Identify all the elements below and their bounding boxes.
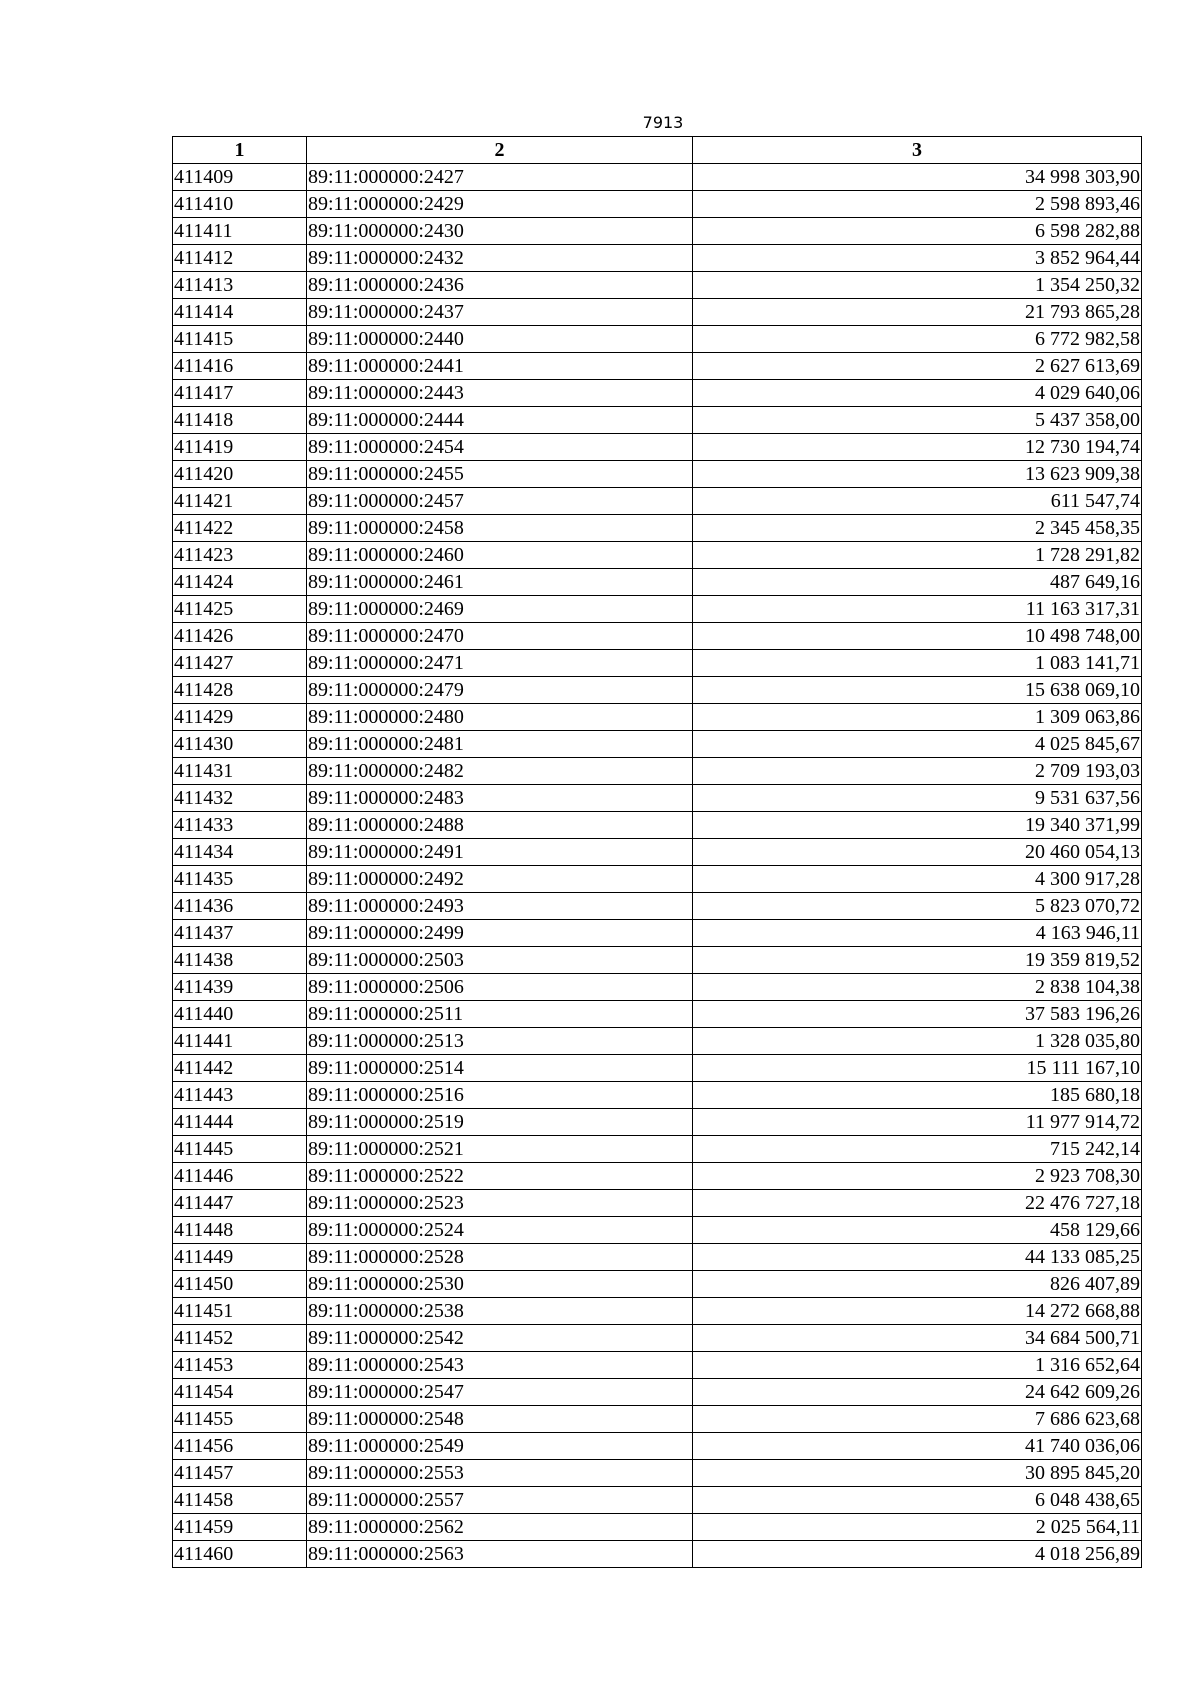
- row-number-cell: 411413: [173, 272, 307, 299]
- cadastral-number-cell: 89:11:000000:2471: [307, 650, 693, 677]
- row-number-cell: 411443: [173, 1082, 307, 1109]
- row-number-cell: 411446: [173, 1163, 307, 1190]
- row-number-cell: 411414: [173, 299, 307, 326]
- row-number-cell: 411460: [173, 1541, 307, 1568]
- value-cell: 1 316 652,64: [693, 1352, 1142, 1379]
- cadastral-number-cell: 89:11:000000:2460: [307, 542, 693, 569]
- row-number-cell: 411439: [173, 974, 307, 1001]
- value-cell: 14 272 668,88: [693, 1298, 1142, 1325]
- cadastral-number-cell: 89:11:000000:2440: [307, 326, 693, 353]
- cadastral-number-cell: 89:11:000000:2441: [307, 353, 693, 380]
- cadastral-number-cell: 89:11:000000:2492: [307, 866, 693, 893]
- cadastral-number-cell: 89:11:000000:2493: [307, 893, 693, 920]
- row-number-cell: 411417: [173, 380, 307, 407]
- value-cell: 2 598 893,46: [693, 191, 1142, 218]
- value-cell: 2 025 564,11: [693, 1514, 1142, 1541]
- table-row: [173, 1541, 1142, 1568]
- value-cell: 4 025 845,67: [693, 731, 1142, 758]
- value-cell: 4 163 946,11: [693, 920, 1142, 947]
- value-cell: 41 740 036,06: [693, 1433, 1142, 1460]
- value-cell: 12 730 194,74: [693, 434, 1142, 461]
- cadastral-number-cell: 89:11:000000:2457: [307, 488, 693, 515]
- row-number-cell: 411436: [173, 893, 307, 920]
- value-cell: 11 977 914,72: [693, 1109, 1142, 1136]
- cadastral-number-cell: 89:11:000000:2538: [307, 1298, 693, 1325]
- value-cell: 15 638 069,10: [693, 677, 1142, 704]
- cadastral-number-cell: 89:11:000000:2429: [307, 191, 693, 218]
- value-cell: 10 498 748,00: [693, 623, 1142, 650]
- table-row: [173, 677, 1142, 704]
- value-cell: 185 680,18: [693, 1082, 1142, 1109]
- table-row: [173, 407, 1142, 434]
- value-cell: 7 686 623,68: [693, 1406, 1142, 1433]
- table-row: [173, 1298, 1142, 1325]
- cadastral-number-cell: 89:11:000000:2480: [307, 704, 693, 731]
- table-row: [173, 866, 1142, 893]
- column-header-3: 3: [693, 137, 1142, 164]
- row-number-cell: 411411: [173, 218, 307, 245]
- table-row: [173, 272, 1142, 299]
- value-cell: 5 437 358,00: [693, 407, 1142, 434]
- table-row: [173, 326, 1142, 353]
- value-cell: 24 642 609,26: [693, 1379, 1142, 1406]
- value-cell: 34 998 303,90: [693, 164, 1142, 191]
- table-row: [173, 1379, 1142, 1406]
- cadastral-number-cell: 89:11:000000:2514: [307, 1055, 693, 1082]
- row-number-cell: 411454: [173, 1379, 307, 1406]
- row-number-cell: 411458: [173, 1487, 307, 1514]
- table-row: [173, 1460, 1142, 1487]
- value-cell: 826 407,89: [693, 1271, 1142, 1298]
- header-row: [173, 137, 1142, 164]
- value-cell: 9 531 637,56: [693, 785, 1142, 812]
- table-row: [173, 1055, 1142, 1082]
- value-cell: 6 048 438,65: [693, 1487, 1142, 1514]
- value-cell: 4 029 640,06: [693, 380, 1142, 407]
- table-row: [173, 947, 1142, 974]
- row-number-cell: 411418: [173, 407, 307, 434]
- value-cell: 1 309 063,86: [693, 704, 1142, 731]
- table-body: [173, 164, 1142, 1568]
- table-row: [173, 1217, 1142, 1244]
- cadastral-number-cell: 89:11:000000:2454: [307, 434, 693, 461]
- value-cell: 15 111 167,10: [693, 1055, 1142, 1082]
- row-number-cell: 411453: [173, 1352, 307, 1379]
- table-row: [173, 785, 1142, 812]
- table-row: [173, 704, 1142, 731]
- table-row: [173, 380, 1142, 407]
- table-row: [173, 974, 1142, 1001]
- value-cell: 2 838 104,38: [693, 974, 1142, 1001]
- cadastral-number-cell: 89:11:000000:2549: [307, 1433, 693, 1460]
- table-row: [173, 1433, 1142, 1460]
- table-row: [173, 569, 1142, 596]
- cadastral-number-cell: 89:11:000000:2563: [307, 1541, 693, 1568]
- table-row: [173, 1487, 1142, 1514]
- table-row: [173, 515, 1142, 542]
- cadastral-number-cell: 89:11:000000:2482: [307, 758, 693, 785]
- table-row: [173, 1244, 1142, 1271]
- cadastral-number-cell: 89:11:000000:2547: [307, 1379, 693, 1406]
- table-row: [173, 596, 1142, 623]
- table-row: [173, 1163, 1142, 1190]
- cadastral-number-cell: 89:11:000000:2503: [307, 947, 693, 974]
- row-number-cell: 411410: [173, 191, 307, 218]
- row-number-cell: 411434: [173, 839, 307, 866]
- value-cell: 19 359 819,52: [693, 947, 1142, 974]
- value-cell: 2 709 193,03: [693, 758, 1142, 785]
- cadastral-number-cell: 89:11:000000:2437: [307, 299, 693, 326]
- table-row: [173, 164, 1142, 191]
- table-row: [173, 893, 1142, 920]
- table-row: [173, 353, 1142, 380]
- row-number-cell: 411416: [173, 353, 307, 380]
- value-cell: 3 852 964,44: [693, 245, 1142, 272]
- cadastral-number-cell: 89:11:000000:2491: [307, 839, 693, 866]
- table-row: [173, 1109, 1142, 1136]
- table-row: [173, 434, 1142, 461]
- row-number-cell: 411431: [173, 758, 307, 785]
- cadastral-number-cell: 89:11:000000:2511: [307, 1001, 693, 1028]
- value-cell: 4 300 917,28: [693, 866, 1142, 893]
- cadastral-number-cell: 89:11:000000:2524: [307, 1217, 693, 1244]
- row-number-cell: 411438: [173, 947, 307, 974]
- cadastral-number-cell: 89:11:000000:2553: [307, 1460, 693, 1487]
- value-cell: 34 684 500,71: [693, 1325, 1142, 1352]
- cadastral-number-cell: 89:11:000000:2522: [307, 1163, 693, 1190]
- table-row: [173, 758, 1142, 785]
- row-number-cell: 411419: [173, 434, 307, 461]
- row-number-cell: 411423: [173, 542, 307, 569]
- value-cell: 1 354 250,32: [693, 272, 1142, 299]
- value-cell: 2 627 613,69: [693, 353, 1142, 380]
- row-number-cell: 411412: [173, 245, 307, 272]
- cadastral-number-cell: 89:11:000000:2513: [307, 1028, 693, 1055]
- column-header-1: 1: [173, 137, 307, 164]
- cadastral-number-cell: 89:11:000000:2443: [307, 380, 693, 407]
- value-cell: 11 163 317,31: [693, 596, 1142, 623]
- table-row: [173, 1136, 1142, 1163]
- cadastral-number-cell: 89:11:000000:2506: [307, 974, 693, 1001]
- value-cell: 37 583 196,26: [693, 1001, 1142, 1028]
- cadastral-number-cell: 89:11:000000:2543: [307, 1352, 693, 1379]
- table-row: [173, 299, 1142, 326]
- row-number-cell: 411420: [173, 461, 307, 488]
- table-row: [173, 1190, 1142, 1217]
- value-cell: 19 340 371,99: [693, 812, 1142, 839]
- value-cell: 458 129,66: [693, 1217, 1142, 1244]
- row-number-cell: 411426: [173, 623, 307, 650]
- cadastral-number-cell: 89:11:000000:2516: [307, 1082, 693, 1109]
- row-number-cell: 411459: [173, 1514, 307, 1541]
- row-number-cell: 411442: [173, 1055, 307, 1082]
- row-number-cell: 411441: [173, 1028, 307, 1055]
- value-cell: 13 623 909,38: [693, 461, 1142, 488]
- table-row: [173, 731, 1142, 758]
- table-row: [173, 920, 1142, 947]
- row-number-cell: 411415: [173, 326, 307, 353]
- cadastral-number-cell: 89:11:000000:2470: [307, 623, 693, 650]
- table-row: [173, 1514, 1142, 1541]
- cadastral-number-cell: 89:11:000000:2430: [307, 218, 693, 245]
- row-number-cell: 411429: [173, 704, 307, 731]
- table-row: [173, 623, 1142, 650]
- value-cell: 30 895 845,20: [693, 1460, 1142, 1487]
- cadastral-number-cell: 89:11:000000:2483: [307, 785, 693, 812]
- value-cell: 21 793 865,28: [693, 299, 1142, 326]
- table-row: [173, 1406, 1142, 1433]
- value-cell: 487 649,16: [693, 569, 1142, 596]
- row-number-cell: 411425: [173, 596, 307, 623]
- table-row: [173, 542, 1142, 569]
- table-row: [173, 650, 1142, 677]
- table-row: [173, 1352, 1142, 1379]
- row-number-cell: 411424: [173, 569, 307, 596]
- registry-table: [172, 136, 1142, 1568]
- cadastral-number-cell: 89:11:000000:2444: [307, 407, 693, 434]
- value-cell: 715 242,14: [693, 1136, 1142, 1163]
- row-number-cell: 411435: [173, 866, 307, 893]
- row-number-cell: 411444: [173, 1109, 307, 1136]
- value-cell: 5 823 070,72: [693, 893, 1142, 920]
- column-header-2: 2: [307, 137, 693, 164]
- value-cell: 2 345 458,35: [693, 515, 1142, 542]
- cadastral-number-cell: 89:11:000000:2499: [307, 920, 693, 947]
- row-number-cell: 411427: [173, 650, 307, 677]
- value-cell: 1 728 291,82: [693, 542, 1142, 569]
- row-number-cell: 411451: [173, 1298, 307, 1325]
- value-cell: 22 476 727,18: [693, 1190, 1142, 1217]
- table-row: [173, 488, 1142, 515]
- cadastral-number-cell: 89:11:000000:2427: [307, 164, 693, 191]
- cadastral-number-cell: 89:11:000000:2432: [307, 245, 693, 272]
- table-row: [173, 1082, 1142, 1109]
- value-cell: 1 328 035,80: [693, 1028, 1142, 1055]
- cadastral-number-cell: 89:11:000000:2469: [307, 596, 693, 623]
- row-number-cell: 411456: [173, 1433, 307, 1460]
- cadastral-number-cell: 89:11:000000:2528: [307, 1244, 693, 1271]
- cadastral-number-cell: 89:11:000000:2557: [307, 1487, 693, 1514]
- cadastral-number-cell: 89:11:000000:2436: [307, 272, 693, 299]
- cadastral-number-cell: 89:11:000000:2488: [307, 812, 693, 839]
- cadastral-number-cell: 89:11:000000:2562: [307, 1514, 693, 1541]
- row-number-cell: 411448: [173, 1217, 307, 1244]
- row-number-cell: 411457: [173, 1460, 307, 1487]
- table-row: [173, 1271, 1142, 1298]
- table-row: [173, 1028, 1142, 1055]
- row-number-cell: 411428: [173, 677, 307, 704]
- row-number-cell: 411432: [173, 785, 307, 812]
- table-row: [173, 839, 1142, 866]
- value-cell: 20 460 054,13: [693, 839, 1142, 866]
- row-number-cell: 411440: [173, 1001, 307, 1028]
- row-number-cell: 411437: [173, 920, 307, 947]
- row-number-cell: 411447: [173, 1190, 307, 1217]
- row-number-cell: 411450: [173, 1271, 307, 1298]
- value-cell: 611 547,74: [693, 488, 1142, 515]
- cadastral-number-cell: 89:11:000000:2521: [307, 1136, 693, 1163]
- value-cell: 2 923 708,30: [693, 1163, 1142, 1190]
- cadastral-number-cell: 89:11:000000:2461: [307, 569, 693, 596]
- row-number-cell: 411430: [173, 731, 307, 758]
- page-number: 7913: [642, 113, 684, 132]
- row-number-cell: 411409: [173, 164, 307, 191]
- row-number-cell: 411452: [173, 1325, 307, 1352]
- row-number-cell: 411433: [173, 812, 307, 839]
- table-row: [173, 1325, 1142, 1352]
- cadastral-number-cell: 89:11:000000:2519: [307, 1109, 693, 1136]
- value-cell: 1 083 141,71: [693, 650, 1142, 677]
- table-row: [173, 191, 1142, 218]
- cadastral-number-cell: 89:11:000000:2458: [307, 515, 693, 542]
- cadastral-number-cell: 89:11:000000:2479: [307, 677, 693, 704]
- value-cell: 6 598 282,88: [693, 218, 1142, 245]
- row-number-cell: 411421: [173, 488, 307, 515]
- row-number-cell: 411455: [173, 1406, 307, 1433]
- row-number-cell: 411449: [173, 1244, 307, 1271]
- cadastral-number-cell: 89:11:000000:2523: [307, 1190, 693, 1217]
- value-cell: 44 133 085,25: [693, 1244, 1142, 1271]
- cadastral-number-cell: 89:11:000000:2542: [307, 1325, 693, 1352]
- cadastral-number-cell: 89:11:000000:2530: [307, 1271, 693, 1298]
- cadastral-number-cell: 89:11:000000:2455: [307, 461, 693, 488]
- cadastral-number-cell: 89:11:000000:2481: [307, 731, 693, 758]
- row-number-cell: 411445: [173, 1136, 307, 1163]
- value-cell: 4 018 256,89: [693, 1541, 1142, 1568]
- cadastral-number-cell: 89:11:000000:2548: [307, 1406, 693, 1433]
- table-row: [173, 461, 1142, 488]
- table-row: [173, 812, 1142, 839]
- table-row: [173, 218, 1142, 245]
- row-number-cell: 411422: [173, 515, 307, 542]
- table-row: [173, 245, 1142, 272]
- value-cell: 6 772 982,58: [693, 326, 1142, 353]
- table-header: [173, 137, 1142, 164]
- table-row: [173, 1001, 1142, 1028]
